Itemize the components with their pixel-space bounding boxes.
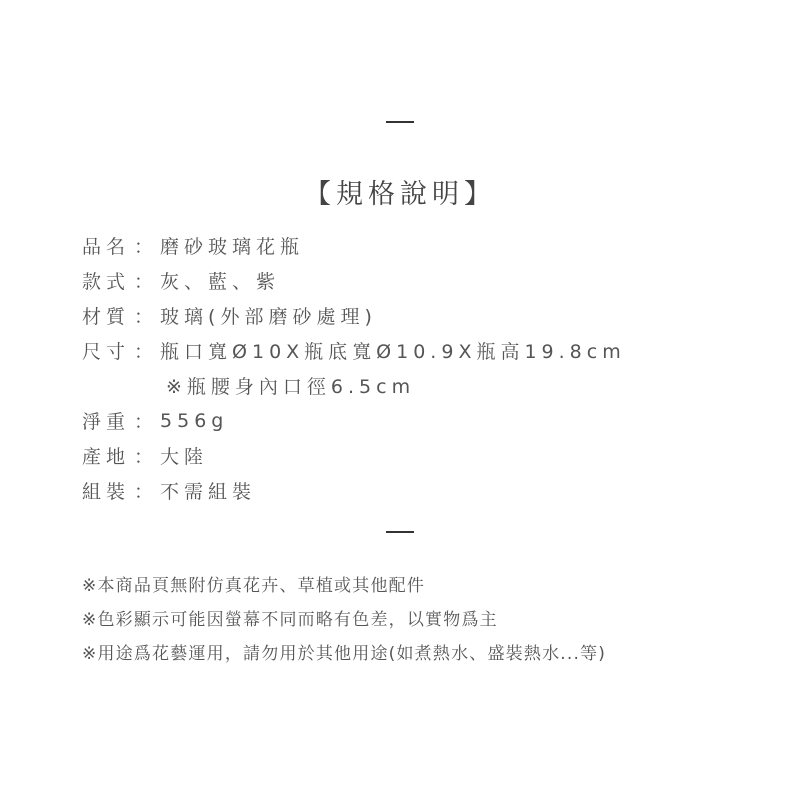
- spec-label: 品名: [82, 236, 131, 258]
- top-divider: [386, 121, 414, 123]
- spec-value: 磨砂玻璃花瓶: [160, 236, 305, 258]
- spec-label: 淨重: [82, 411, 131, 433]
- spec-row-name: [82, 228, 626, 263]
- spec-list: [82, 228, 626, 508]
- spec-separator: ：: [134, 411, 159, 433]
- middle-divider: [386, 531, 414, 533]
- spec-label: 產地: [82, 446, 131, 468]
- spec-separator: ：: [134, 236, 159, 258]
- spec-row-origin: [82, 438, 626, 473]
- spec-value: 556g: [160, 409, 229, 432]
- spec-row-size: [82, 333, 626, 368]
- spec-value: 大陸: [160, 446, 209, 468]
- spec-label: 材質: [82, 306, 131, 328]
- spec-separator: ：: [134, 306, 159, 328]
- spec-row-material: [82, 298, 626, 333]
- spec-label: 款式: [82, 271, 131, 293]
- notes-list: [82, 566, 606, 668]
- spec-separator: ：: [134, 481, 159, 503]
- spec-row-assembly: [82, 473, 626, 508]
- spec-note: ※瓶腰身內口徑6.5cm: [166, 376, 416, 398]
- spec-row-style: [82, 263, 626, 298]
- spec-value: 不需組裝: [160, 481, 257, 503]
- spec-value: 玻璃(外部磨砂處理): [160, 306, 377, 328]
- spec-row-weight: [82, 403, 626, 438]
- note-item: ※本商品頁無附仿真花卉、草植或其他配件: [82, 575, 426, 596]
- spec-separator: ：: [134, 271, 159, 293]
- spec-value: 灰、藍、紫: [160, 271, 281, 293]
- page-title: 【規格說明】: [304, 179, 496, 210]
- spec-separator: ：: [134, 446, 159, 468]
- spec-value: 瓶口寬Ø10X瓶底寬Ø10.9X瓶高19.8cm: [160, 341, 626, 363]
- spec-separator: ：: [134, 341, 159, 363]
- spec-label: 尺寸: [82, 341, 131, 363]
- spec-label: 組裝: [82, 481, 131, 503]
- note-item: ※色彩顯示可能因螢幕不同而略有色差，以實物爲主: [82, 609, 498, 630]
- note-item: ※用途爲花藝運用，請勿用於其他用途(如煮熱水、盛裝熱水...等): [82, 643, 607, 664]
- spec-row-size-note: [82, 368, 626, 403]
